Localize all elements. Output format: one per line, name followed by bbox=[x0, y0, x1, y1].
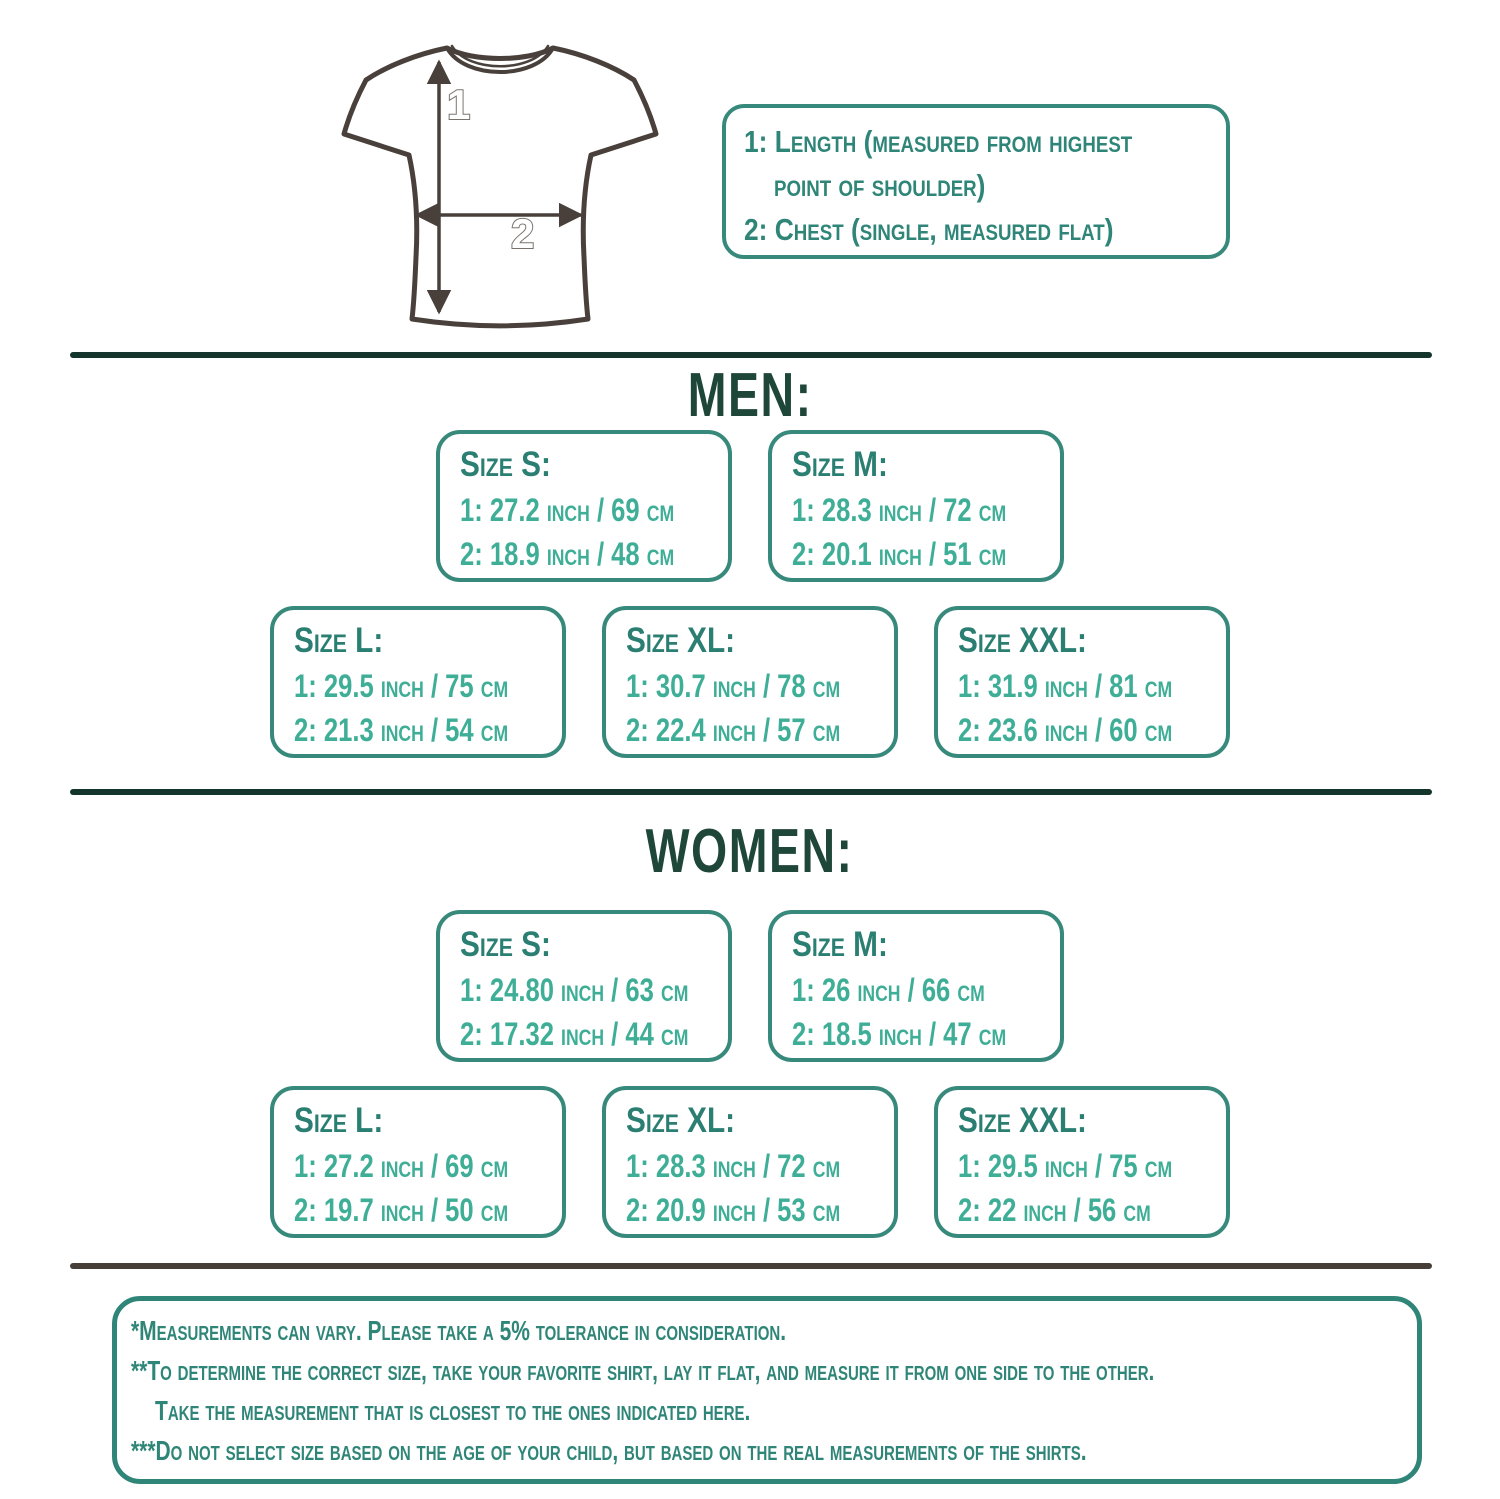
size-length bbox=[958, 664, 1226, 708]
women-size-row-1 bbox=[0, 910, 1500, 1062]
women-size-l-box bbox=[270, 1086, 566, 1238]
men-size-row-2 bbox=[0, 606, 1500, 758]
men-size-xl-box bbox=[602, 606, 898, 758]
size-length-text: 1: 28.3 inch / 72 cm bbox=[626, 1148, 841, 1184]
legend-line-1 bbox=[744, 120, 1226, 164]
size-title-text: Size XL: bbox=[626, 621, 736, 660]
size-title bbox=[460, 922, 728, 968]
size-chest bbox=[460, 1012, 728, 1056]
size-title-text: Size XXL: bbox=[958, 1101, 1087, 1140]
measurement-legend-box bbox=[722, 104, 1230, 259]
size-title bbox=[460, 442, 728, 488]
size-title bbox=[958, 1098, 1226, 1144]
size-title-text: Size XXL: bbox=[958, 621, 1087, 660]
divider-top bbox=[70, 352, 1432, 358]
size-chest-text: 2: 20.9 inch / 53 cm bbox=[626, 1192, 841, 1228]
measurement-label-1: 1 bbox=[447, 81, 471, 128]
size-title-text: Size L: bbox=[294, 1101, 384, 1140]
tshirt-outline bbox=[344, 48, 656, 326]
size-length-text: 1: 24.80 inch / 63 cm bbox=[460, 972, 689, 1008]
size-chest-text: 2: 20.1 inch / 51 cm bbox=[792, 536, 1007, 572]
size-title bbox=[294, 1098, 562, 1144]
size-chest bbox=[460, 532, 728, 576]
size-chest bbox=[792, 1012, 1060, 1056]
size-length-text: 1: 29.5 inch / 75 cm bbox=[294, 668, 509, 704]
size-chest-text: 2: 18.5 inch / 47 cm bbox=[792, 1016, 1007, 1052]
size-length-text: 1: 27.2 inch / 69 cm bbox=[294, 1148, 509, 1184]
size-length-text: 1: 29.5 inch / 75 cm bbox=[958, 1148, 1173, 1184]
size-title bbox=[792, 442, 1060, 488]
size-chest bbox=[958, 708, 1226, 752]
size-chest-text: 2: 23.6 inch / 60 cm bbox=[958, 712, 1173, 748]
size-length-text: 1: 28.3 inch / 72 cm bbox=[792, 492, 1007, 528]
legend-line-2 bbox=[744, 164, 1226, 208]
size-chest-text: 2: 17.32 inch / 44 cm bbox=[460, 1016, 689, 1052]
note-line-4 bbox=[131, 1431, 1417, 1471]
note-line-2-text: **To determine the correct size, take your favorite shirt, lay it flat, and measure it from one side to the other. bbox=[131, 1355, 1155, 1386]
notes-box bbox=[112, 1296, 1422, 1484]
men-heading-text: MEN: bbox=[687, 361, 813, 430]
size-chest-text: 2: 18.9 inch / 48 cm bbox=[460, 536, 675, 572]
tshirt-diagram bbox=[325, 12, 675, 342]
size-chest bbox=[294, 1188, 562, 1232]
women-heading bbox=[0, 816, 1500, 887]
size-length bbox=[792, 488, 1060, 532]
size-title-text: Size M: bbox=[792, 925, 888, 964]
size-length bbox=[460, 488, 728, 532]
size-length bbox=[626, 1144, 894, 1188]
size-title-text: Size S: bbox=[460, 925, 551, 964]
women-size-xl-box bbox=[602, 1086, 898, 1238]
size-length bbox=[626, 664, 894, 708]
size-title-text: Size S: bbox=[460, 445, 551, 484]
divider-middle bbox=[70, 789, 1432, 795]
women-heading-text: WOMEN: bbox=[646, 817, 854, 886]
note-line-1 bbox=[131, 1311, 1417, 1351]
men-size-s-box bbox=[436, 430, 732, 582]
size-length-text: 1: 30.7 inch / 78 cm bbox=[626, 668, 841, 704]
size-title bbox=[294, 618, 562, 664]
note-line-1-text: *Measurements can vary. Please take a 5% tolerance in consideration. bbox=[131, 1315, 787, 1346]
note-line-4-text: ***Do not select size based on the age of your child, but based on the real measurements of the shirts. bbox=[131, 1435, 1087, 1466]
size-chest-text: 2: 22 inch / 56 cm bbox=[958, 1192, 1151, 1228]
size-chest-text: 2: 22.4 inch / 57 cm bbox=[626, 712, 841, 748]
size-chest bbox=[626, 1188, 894, 1232]
note-line-2 bbox=[131, 1351, 1417, 1391]
legend-line-1-text: 1: Length (measured from highest bbox=[744, 124, 1133, 159]
legend-line-2-text: point of shoulder) bbox=[774, 168, 986, 203]
size-chest bbox=[294, 708, 562, 752]
size-length-text: 1: 26 inch / 66 cm bbox=[792, 972, 985, 1008]
size-title bbox=[626, 1098, 894, 1144]
size-length bbox=[792, 968, 1060, 1012]
women-size-xxl-box bbox=[934, 1086, 1230, 1238]
size-title-text: Size M: bbox=[792, 445, 888, 484]
women-size-m-box bbox=[768, 910, 1064, 1062]
size-title-text: Size L: bbox=[294, 621, 384, 660]
size-length bbox=[294, 1144, 562, 1188]
legend-line-3 bbox=[744, 208, 1226, 252]
size-length bbox=[460, 968, 728, 1012]
size-length bbox=[294, 664, 562, 708]
size-title-text: Size XL: bbox=[626, 1101, 736, 1140]
legend-line-3-text: 2: Chest (single, measured flat) bbox=[744, 212, 1114, 247]
size-title bbox=[626, 618, 894, 664]
divider-bottom bbox=[70, 1263, 1432, 1269]
size-chest bbox=[958, 1188, 1226, 1232]
size-chest bbox=[626, 708, 894, 752]
size-title bbox=[792, 922, 1060, 968]
size-chest-text: 2: 19.7 inch / 50 cm bbox=[294, 1192, 509, 1228]
men-heading bbox=[0, 360, 1500, 431]
size-title bbox=[958, 618, 1226, 664]
men-size-row-1 bbox=[0, 430, 1500, 582]
note-line-3 bbox=[131, 1391, 1417, 1431]
measurement-label-2: 2 bbox=[511, 210, 535, 257]
size-chest bbox=[792, 532, 1060, 576]
women-size-s-box bbox=[436, 910, 732, 1062]
men-size-l-box bbox=[270, 606, 566, 758]
women-size-row-2 bbox=[0, 1086, 1500, 1238]
men-size-m-box bbox=[768, 430, 1064, 582]
note-line-3-text: Take the measurement that is closest to the ones indicated here. bbox=[155, 1395, 751, 1426]
men-size-xxl-box bbox=[934, 606, 1230, 758]
size-length-text: 1: 31.9 inch / 81 cm bbox=[958, 668, 1173, 704]
size-length-text: 1: 27.2 inch / 69 cm bbox=[460, 492, 675, 528]
size-chest-text: 2: 21.3 inch / 54 cm bbox=[294, 712, 509, 748]
size-length bbox=[958, 1144, 1226, 1188]
